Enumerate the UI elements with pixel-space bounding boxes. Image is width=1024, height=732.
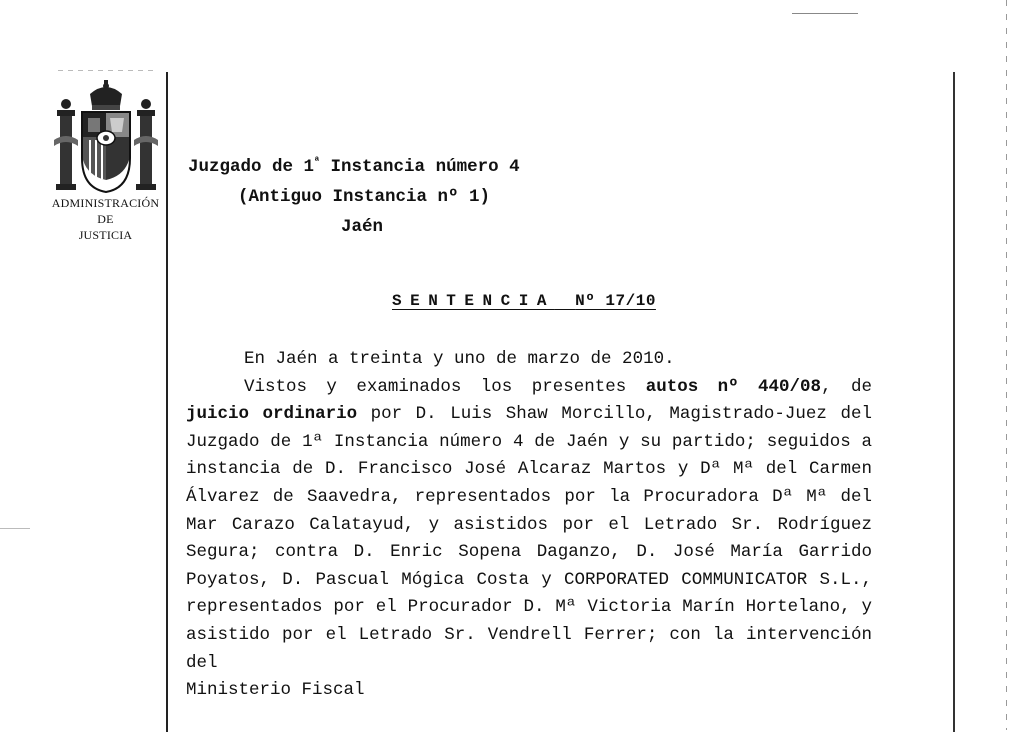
left-margin-rule — [166, 72, 168, 732]
coat-of-arms-icon — [52, 80, 160, 195]
paragraph-last-line: Ministerio Fiscal — [186, 680, 365, 701]
paragraph-text: Vistos y examinados los presentes — [244, 376, 646, 397]
document-body — [186, 346, 872, 705]
case-number: autos nº 440/08 — [645, 376, 822, 397]
page-edge — [1006, 0, 1007, 730]
court-name-suffix: Instancia número 4 — [320, 157, 520, 177]
title-word: SENTENCIA — [392, 292, 555, 310]
opening-paragraph — [186, 374, 872, 678]
paragraph-text: , de — [821, 376, 872, 397]
court-name — [188, 148, 520, 182]
scan-artifact-line — [0, 528, 30, 529]
seal-line-2: DE — [97, 212, 114, 226]
proceeding-type: juicio ordinario — [186, 404, 358, 425]
paragraph-text: por D. Luis Shaw Morcillo, Magistrado-Juez del Juzgado de 1ª Instancia número 4 de Jaén y su partido; seguidos a instancia de D. Francisco José Alcaraz Martos y Dª Mª del Carmen Álvarez de Saavedra, representados por la Procuradora Dª Mª del Mar Carazo Calatayud, y asistidos por el Letrado Sr. Rodríguez Segura; contra D. Enric Sopena Daganzo, D. José María Garrido Poyatos, D. Pascual Mógica Costa y CORPORATED COMMUNICATOR S.L., representados por el Procurador D. Mª Victoria Marín Hortelano, y asistido por el Letrado Sr. Vendrell Ferrer; con la intervención del — [186, 404, 872, 673]
seal-line-3: JUSTICIA — [78, 228, 133, 242]
court-header — [188, 148, 520, 242]
court-former-name: (Antiguo Instancia nº 1) — [238, 187, 491, 207]
right-margin-rule — [953, 72, 955, 732]
sentence-number: Nº 17/10 — [575, 292, 656, 310]
seal-line-1: ADMINISTRACIÓN — [51, 196, 160, 210]
court-name-prefix: Juzgado de 1 — [188, 157, 315, 177]
justice-seal — [48, 80, 163, 255]
date-line: En Jaén a treinta y uno de marzo de 2010. — [244, 349, 675, 369]
court-city: Jaén — [341, 217, 384, 237]
scan-artifact-line — [58, 70, 156, 71]
court-name-superscript: ª — [314, 157, 321, 168]
scan-artifact-line — [792, 13, 858, 14]
document-title — [392, 292, 656, 310]
